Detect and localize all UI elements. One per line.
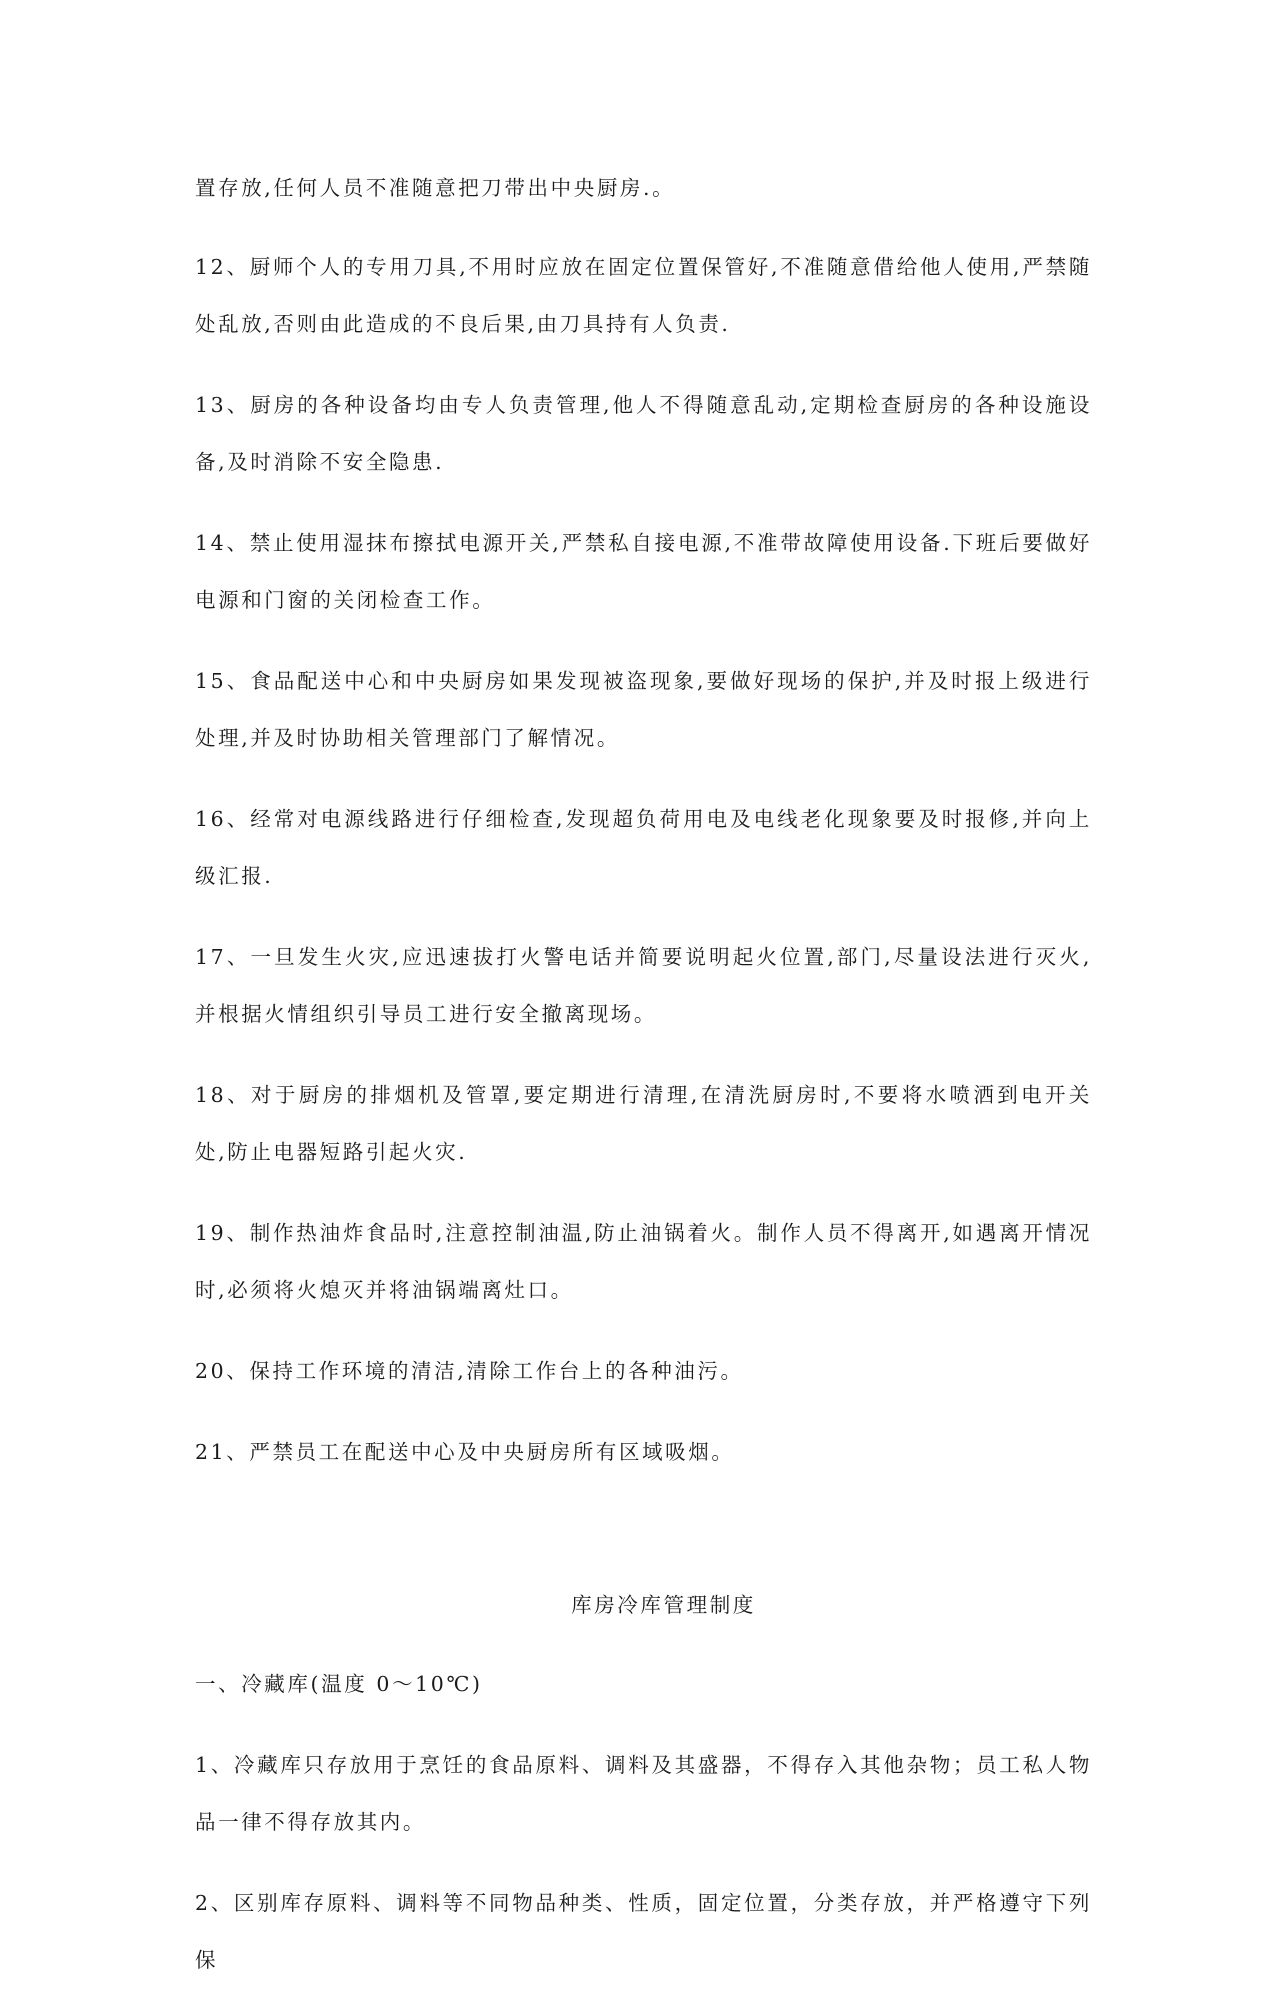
paragraph-item-18: 18、对于厨房的排烟机及管罩,要定期进行清理,在清洗厨房时,不要将水喷洒到电开关处,防止电器短路引起火灾. — [195, 1083, 1092, 1164]
paragraph-rule-1: 1、冷藏库只存放用于烹饪的食品原料、调料及其盛器，不得存入其他杂物；员工私人物品一律不得存放其内。 — [195, 1753, 1092, 1834]
paragraph-item-20: 20、保持工作环境的清洁,清除工作台上的各种油污。 — [195, 1359, 744, 1383]
section-title: 库房冷库管理制度 — [571, 1593, 756, 1617]
paragraph-item-17: 17、一旦发生火灾,应迅速拔打火警电话并简要说明起火位置,部门,尽量设法进行灭火,并根据火情组织引导员工进行安全撤离现场。 — [195, 945, 1092, 1026]
paragraph-item-15: 15、食品配送中心和中央厨房如果发现被盗现象,要做好现场的保护,并及时报上级进行处理,并及时协助相关管理部门了解情况。 — [195, 669, 1092, 750]
paragraph-rule-2: 2、区别库存原料、调料等不同物品种类、性质，固定位置，分类存放，并严格遵守下列保 — [195, 1891, 1092, 1972]
subsection-heading: 一、冷藏库(温度 0～10℃) — [195, 1672, 483, 1696]
paragraph-item-19: 19、制作热油炸食品时,注意控制油温,防止油锅着火。制作人员不得离开,如遇离开情况时,必须将火熄灭并将油锅端离灶口。 — [195, 1221, 1092, 1302]
paragraph-item-14: 14、禁止使用湿抹布擦拭电源开关,严禁私自接电源,不准带故障使用设备.下班后要做好电源和门窗的关闭检查工作。 — [195, 531, 1092, 612]
paragraph-item-12: 12、厨师个人的专用刀具,不用时应放在固定位置保管好,不准随意借给他人使用,严禁随处乱放,否则由此造成的不良后果,由刀具持有人负责. — [195, 255, 1092, 336]
paragraph-continuation: 置存放,任何人员不准随意把刀带出中央厨房.。 — [195, 176, 676, 200]
paragraph-item-21: 21、严禁员工在配送中心及中央厨房所有区域吸烟。 — [195, 1440, 735, 1464]
paragraph-item-16: 16、经常对电源线路进行仔细检查,发现超负荷用电及电线老化现象要及时报修,并向上级汇报. — [195, 807, 1092, 888]
paragraph-item-13: 13、厨房的各种设备均由专人负责管理,他人不得随意乱动,定期检查厨房的各种设施设备,及时消除不安全隐患. — [195, 393, 1092, 474]
